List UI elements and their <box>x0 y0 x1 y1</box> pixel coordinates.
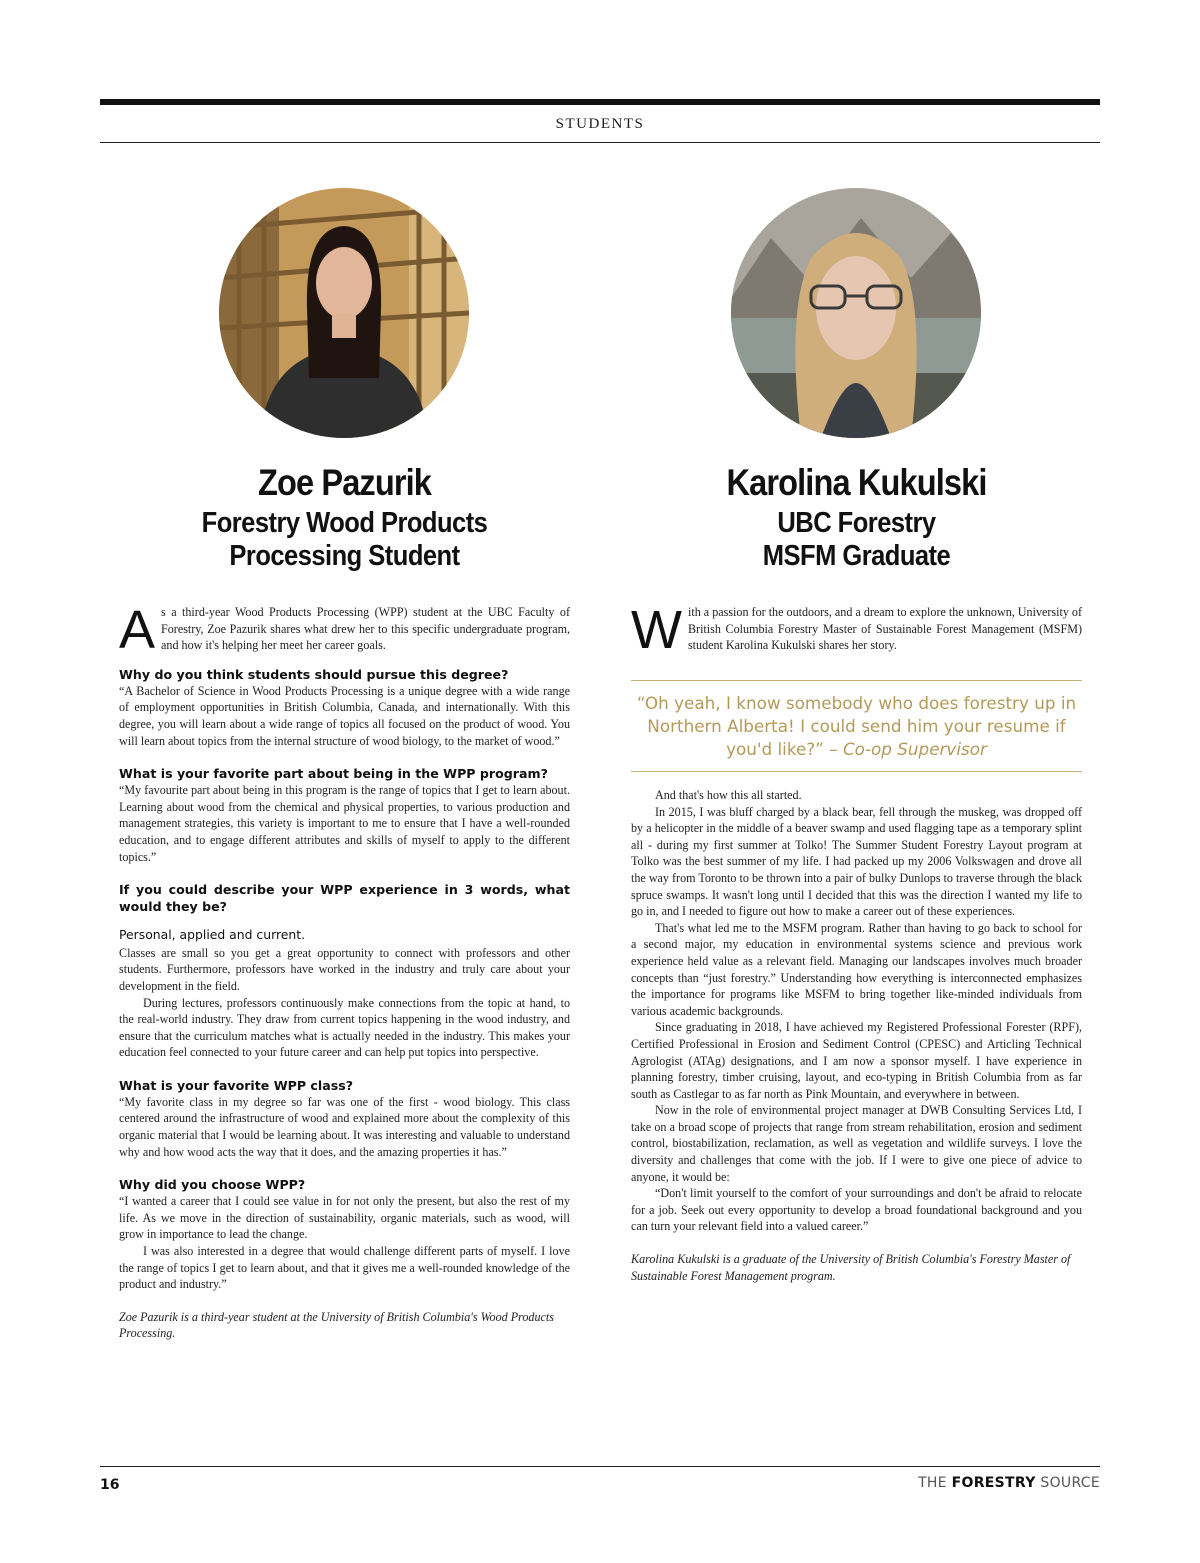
karolina-intro <box>631 600 1082 660</box>
header-bar <box>100 99 1100 105</box>
karolina-subtitle <box>658 507 1055 573</box>
article-paragraph: Since graduating in 2018, I have achieved my Registered Professional Forester (RPF), Certified Professional in Erosion and Sediment Control (CPESC) and Articling Technical Agrologist (ATAg) designations, and I am now a sponsor myself. I have experience in planning forestry, timber cruising, layout, and eco-typing in British Columbia from as far south as Castlegar to as far north as Pink Mountain, and everywhere in between. <box>631 1020 1082 1101</box>
zoe-article <box>119 600 570 1342</box>
question-heading: What is your favorite part about being in the WPP program? <box>119 766 548 782</box>
answer-paragraph: “I wanted a career that I could see value in for not only the present, but also the rest of my life. As we move in the direction of sustainability, organic materials, such as wood, will grow in importance to lead the change. <box>119 1194 570 1242</box>
pullquote-attribution: – Co-op Supervisor <box>829 739 987 759</box>
zoe-dropcap: A <box>119 600 156 660</box>
zoe-subtitle <box>146 507 543 573</box>
karolina-portrait-photo <box>731 188 981 438</box>
pullquote <box>631 692 1082 761</box>
zoe-intro <box>119 600 570 660</box>
section-label: STUDENTS <box>555 116 645 132</box>
footer-rule <box>100 1466 1100 1467</box>
magazine-title-post: SOURCE <box>1035 1475 1100 1491</box>
article-paragraph: Now in the role of environmental project manager at DWB Consulting Services Ltd, I take on a broad scope of projects that range from stream rehabilitation, erosion and sediment control, biostabilization, reclamation, as well as vegetation and wildlife surveys. I love the diversity and challenges that come with the job. If I were to give one piece of advice to anyone, it would be: <box>631 1103 1082 1184</box>
zoe-portrait-photo <box>219 188 469 438</box>
question-heading: Why do you think students should pursue this degree? <box>119 666 509 682</box>
answer-lead: Personal, applied and current. <box>119 927 306 943</box>
page-number: 16 <box>100 1477 120 1493</box>
karolina-dropcap: W <box>631 600 682 660</box>
article-paragraph: And that's how this all started. <box>655 788 802 802</box>
answer-paragraph: Classes are small so you get a great opportunity to connect with professors and other students. Furthermore, professors have worked in the industry and truly care about your development in the field. <box>119 945 570 993</box>
answer-paragraph: “A Bachelor of Science in Wood Products Processing is a unique degree with a wide range of employment opportunities in British Columbia, Canada, and internationally. With this degree, you will learn about a wide range of topics all focused on the product of wood. You will learn about topics from the internal structure of wood biology, to the market of wood.” <box>119 683 570 748</box>
karolina-name: Karolina Kukulski <box>726 462 987 503</box>
karolina-intro-block <box>631 600 1082 660</box>
zoe-subtitle-line: Processing Student <box>229 540 460 572</box>
karolina-subtitle-line: UBC Forestry <box>777 507 936 539</box>
pullquote-rule-top <box>631 680 1082 681</box>
answer-paragraph: During lectures, professors continuously make connections from the topic at hand, to the real-world industry. They draw from current topics happening in the wood industry, and ensure that the curriculum matches what is actually needed in the industry. This makes your education feel connected to your future career and can help put topics into perspective. <box>119 995 570 1060</box>
karolina-bio-footnote: Karolina Kukulski is a graduate of the University of British Columbia's Forestry Master of Sustainable Forest Management program. <box>631 1252 1071 1283</box>
zoe-subtitle-line: Forestry Wood Products <box>201 507 488 539</box>
magazine-title-bold: FORESTRY <box>951 1475 1036 1491</box>
question-heading: Why did you choose WPP? <box>119 1177 306 1193</box>
zoe-intro-text: s a third-year Wood Products Processing (WPP) student at the UBC Faculty of Forestry, Zoe Pazurik shares what drew her to this specific undergraduate program, and how it's helping her meet her career goals. <box>161 605 570 653</box>
answer-paragraph: “My favourite part about being in this program is the range of topics that I get to learn about. Learning about wood from the chemical and physical properties, to various production and management strategies, this variety is important to me to ensure that I have a well-rounded education, and to engage different attributes and skills of myself to apply to the different topics.” <box>119 783 570 864</box>
answer-paragraph: “My favorite class in my degree so far was one of the first - wood biology. This class centered around the infrastructure of wood and explained more about the complexity of this organic material that I would be learning about. It was interesting and valuable to understand why and how wood acts the way that it does, and the amazing properties it has.” <box>119 1094 570 1159</box>
article-paragraph: “Don't limit yourself to the comfort of your surroundings and don't be afraid to relocate for a job. Seek out every opportunity to develop a broad foundational background and you can turn your relevant field into a valued career.” <box>631 1186 1082 1234</box>
karolina-intro-text: ith a passion for the outdoors, and a dream to explore the unknown, University of British Columbia Forestry Master of Sustainable Forest Management (MSFM) student Karolina Kukulski shares her story. <box>687 605 1082 653</box>
question-heading: If you could describe your WPP experience in 3 words, what would they be? <box>119 882 570 915</box>
article-paragraph: That's what led me to the MSFM program. Rather than having to go back to school for a second major, my education in environmental systems science and previous work experience held value as a relevant field. Managing our landscapes involves much broader concepts than “just forestry.” Understanding how everything is interconnected emphasizes the importance for programs like MSFM to bring together like-minded individuals from various academic backgrounds. <box>631 920 1082 1018</box>
magazine-title <box>918 1475 1100 1491</box>
pullquote-text: “Oh yeah, I know somebody who does forestry up in Northern Alberta! I could send him your resume if you'd like?” <box>636 693 1077 759</box>
article-paragraph: In 2015, I was bluff charged by a black bear, fell through the muskeg, was dropped off by a helicopter in the middle of a beaver swamp and used flagging tape as a temporary splint all - during my first summer at Tolko! The Summer Student Forestry Layout program at Tolko was the best summer of my life. I had packed up my 2006 Volkswagen and drove all the way from Toronto to be thrown into a pair of bulky Dunlops to traverse through the black spruce swamps. It wasn't long until I decided that this was the direction I wanted my life to go in, and I needed to figure out how to make a career out of these experiences. <box>631 804 1082 919</box>
magazine-title-pre: THE <box>918 1475 952 1491</box>
pullquote-rule-bottom <box>631 771 1082 772</box>
header-rule <box>100 142 1100 143</box>
karolina-article <box>631 787 1082 1284</box>
question-heading: What is your favorite WPP class? <box>119 1077 354 1093</box>
zoe-name: Zoe Pazurik <box>257 462 432 503</box>
karolina-subtitle-line: MSFM Graduate <box>762 540 951 572</box>
zoe-bio-footnote: Zoe Pazurik is a third-year student at the University of British Columbia's Wood Products Processing. <box>119 1309 554 1341</box>
answer-paragraph: I was also interested in a degree that would challenge different parts of myself. I love the range of topics I get to learn about, and that it gives me a well-rounded knowledge of the product and industry.” <box>119 1244 570 1292</box>
